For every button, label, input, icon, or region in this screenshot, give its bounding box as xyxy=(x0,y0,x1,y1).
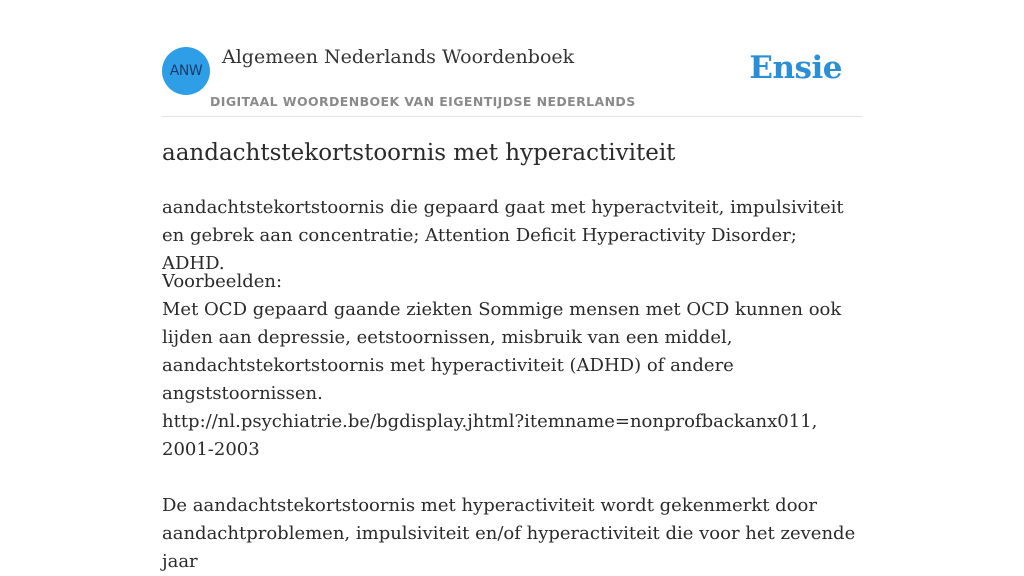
site-subtitle: DIGITAAL WOORDENBOEK VAN EIGENTIJDSE NEDERLANDS xyxy=(210,94,636,109)
site-header xyxy=(162,0,862,117)
entry-definition: aandachtstekortstoornis die gepaard gaat met hyperactviteit, impulsiviteit en gebrek aan concentratie; Attention Deficit Hyperactivity Disorder; ADHD. xyxy=(162,197,844,274)
examples-label: Voorbeelden: xyxy=(162,271,283,292)
examples-section xyxy=(162,268,862,576)
entry-title: aandachtstekortstoornis met hyperactiviteit xyxy=(162,140,676,166)
example-spacer xyxy=(162,464,862,492)
site-name-link[interactable]: Algemeen Nederlands Woordenboek xyxy=(222,46,575,68)
example-text: Met OCD gepaard gaande ziekten Sommige mensen met OCD kunnen ook lijden aan depressie, eetstoornissen, misbruik van een middel, aandachtstekortstoornis met hyperactiviteit (ADHD) of andere angststoornissen. xyxy=(162,299,842,404)
example-text: De aandachtstekortstoornis met hyperactiviteit wordt gekenmerkt door aandachtproblemen, impulsiviteit en/of hyperactiviteit die voor het zevende jaar xyxy=(162,495,856,572)
page-container xyxy=(162,0,862,572)
ensie-logo[interactable]: Ensie xyxy=(749,50,842,86)
example-source: http://nl.psychiatrie.be/bgdisplay.jhtml?itemname=nonprofbackanx011, 2001-2003 xyxy=(162,411,818,460)
anw-logo[interactable]: ANW xyxy=(162,47,210,95)
